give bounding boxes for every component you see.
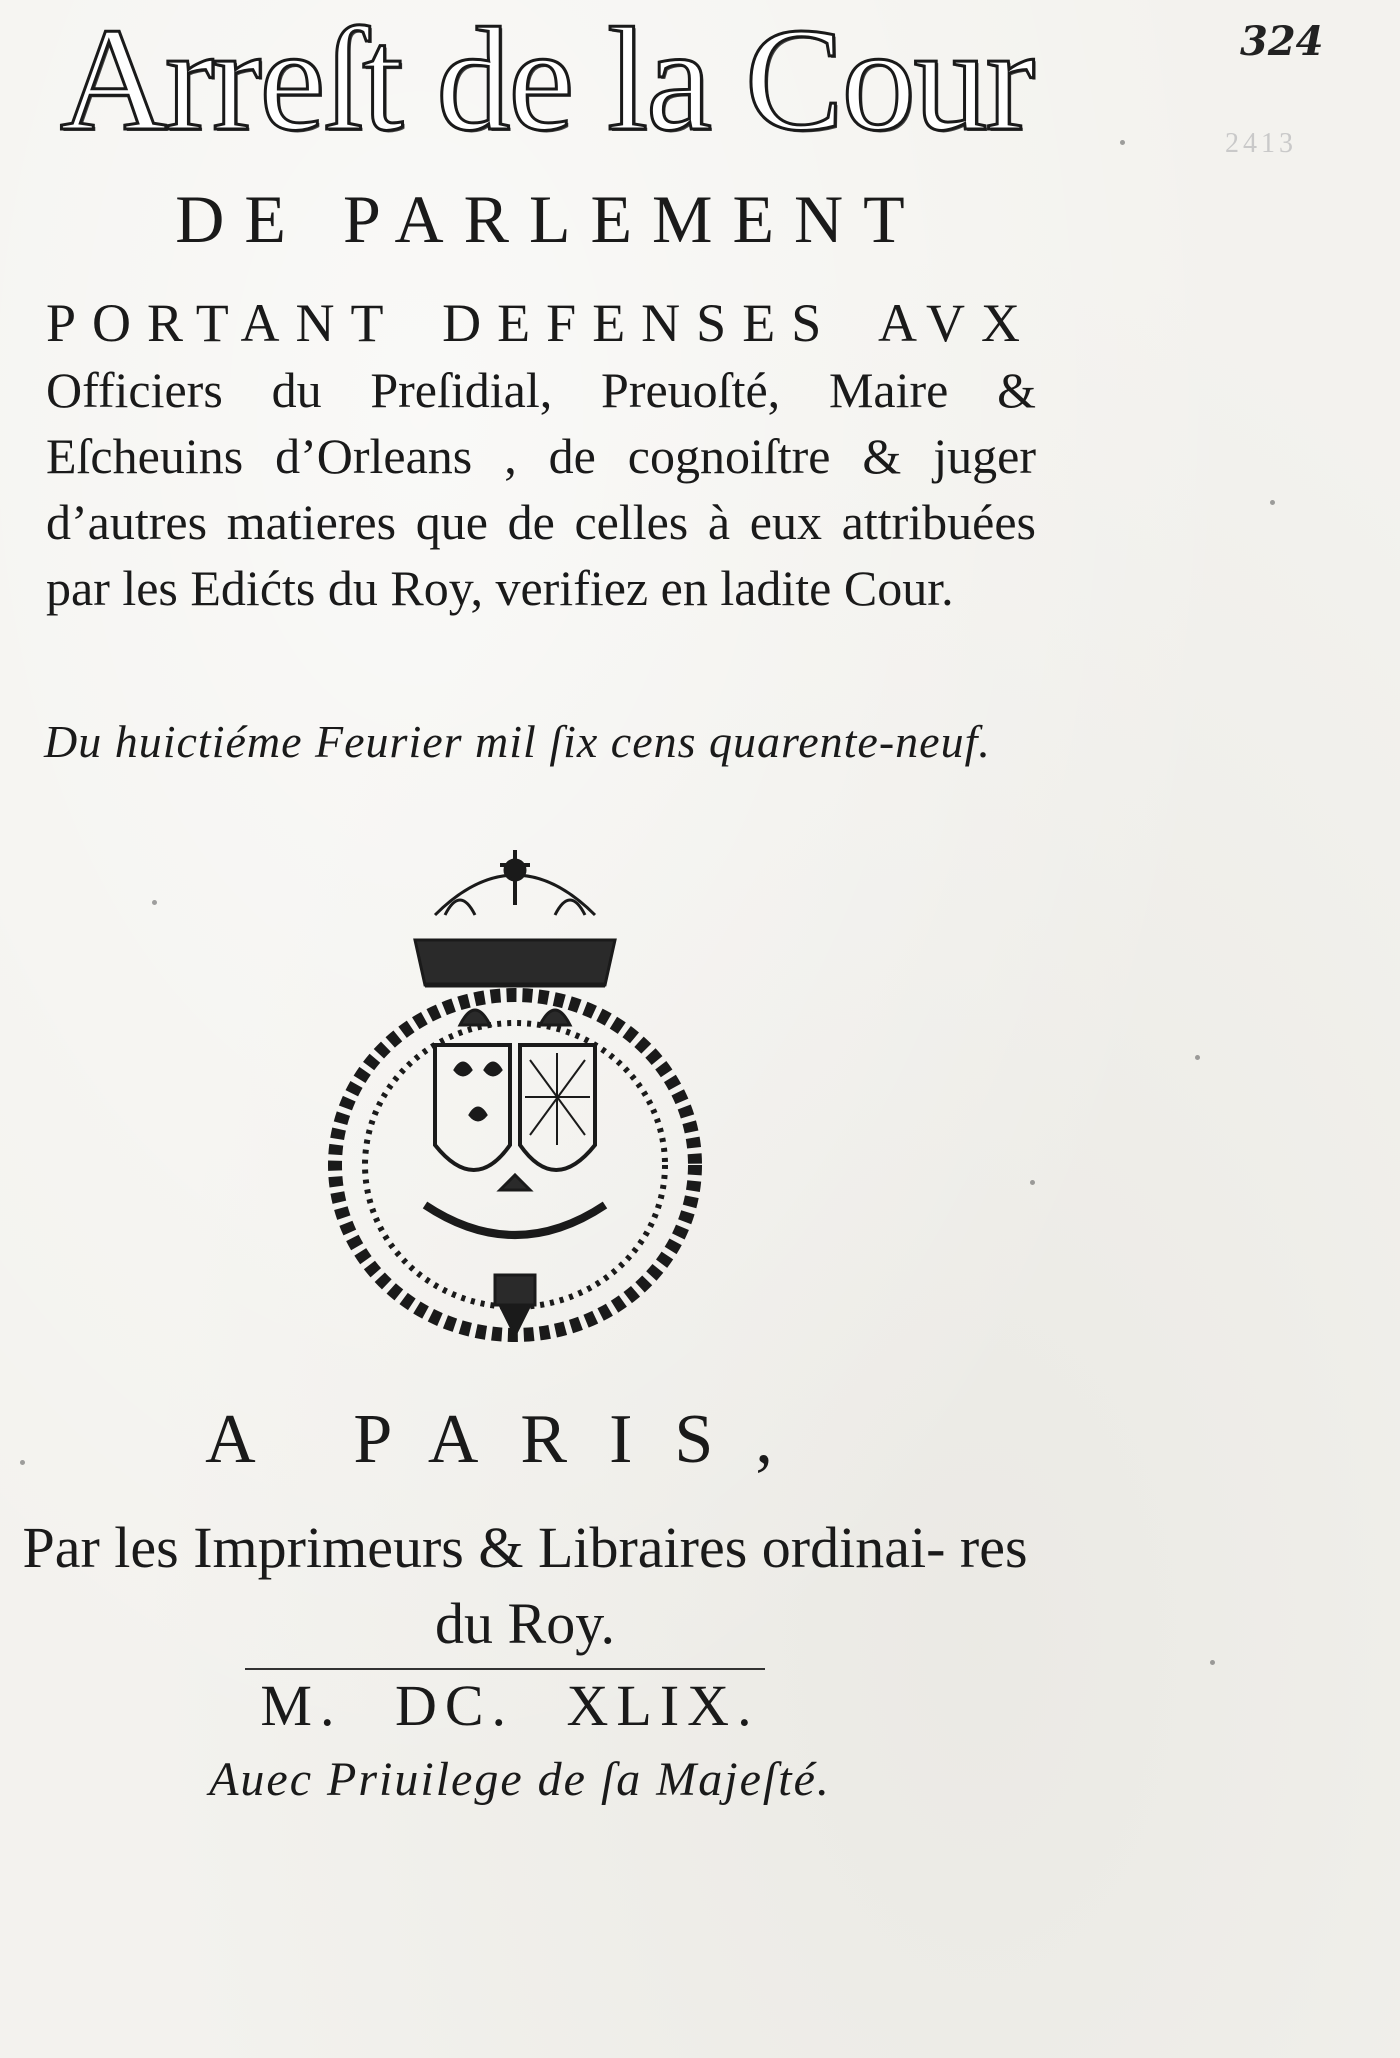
imprint-city: A PARIS,: [205, 1401, 815, 1478]
ink-speck: [1120, 140, 1125, 145]
imprint-privilege: Auec Priuilege de ſa Majeſté.: [209, 1753, 831, 1806]
divider: [245, 1668, 765, 1670]
ink-speck: [1030, 1180, 1035, 1185]
royal-arms-emblem: [315, 845, 715, 1345]
decree-description: [46, 290, 1036, 621]
decree-date: Du huictiéme Feurier mil ſix cens quarente-neuf.: [44, 716, 991, 767]
ink-speck: [1270, 500, 1275, 505]
folio-number: 324: [1240, 18, 1324, 65]
decree-lead: PORTANT DEFENSES AVX: [46, 293, 1036, 353]
page-title: Arreſt de la Cour: [60, 0, 1033, 162]
ink-speck: [1210, 1660, 1215, 1665]
ink-speck: [1195, 1055, 1200, 1060]
ink-speck: [152, 900, 157, 905]
imprint-printers: Par les Imprimeurs & Libraires ordinai- res du Roy.: [22, 1515, 1028, 1656]
library-stamp: 2413: [1225, 128, 1297, 159]
decree-text: Officiers du Preſidial, Preuoſté, Maire & Eſcheuins d’Orleans , de cognoiſtre & juger d’autres matieres que de celles à eux attribuées par les Edićts du Roy, verifiez en ladite Cour.: [46, 362, 1036, 616]
page-subtitle: DE PARLEMENT: [175, 181, 925, 257]
ink-speck: [20, 1460, 25, 1465]
imprint-year: M. DC. XLIX.: [260, 1673, 760, 1738]
